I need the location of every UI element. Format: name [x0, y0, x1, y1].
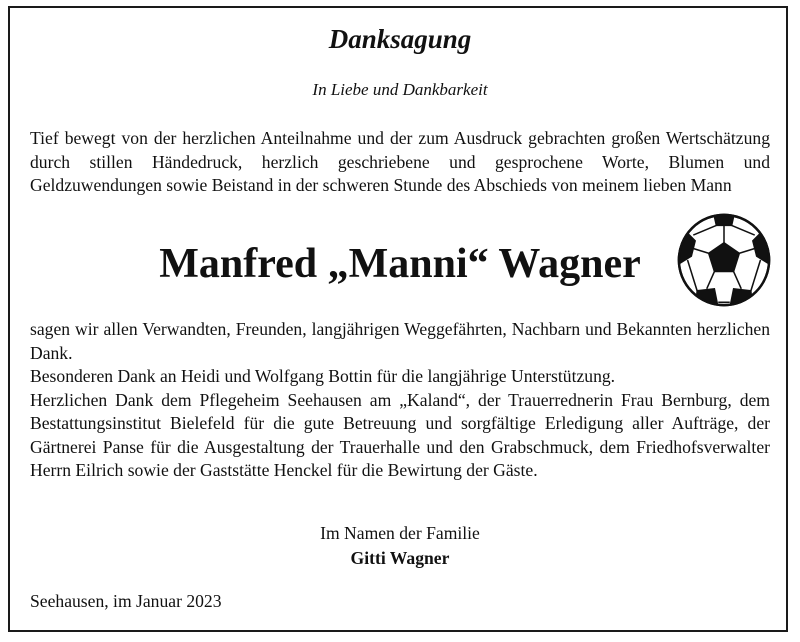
- thanks-paragraph: [30, 318, 770, 483]
- thanks-line: Herzlichen Dank dem Pflegeheim Seehausen am „Kaland“, der Trauerrednerin Frau Bernburg, dem Bestattungsinstitut Bielefeld für die gute Betreuung und sorgfältige Erledigung aller Aufträge, der Gärtnerei Panse für die Ausgestaltung der Trauerhalle und den Grabschmuck, dem Friedhofsverwalter Herrn Eilrich sowie der Gaststätte Henckel für die Bewirtung der Gäste.: [30, 389, 770, 480]
- signature-intro: Im Namen der Familie: [320, 523, 480, 543]
- soccer-ball-icon: [676, 212, 772, 308]
- notice-title: Danksagung: [328, 24, 472, 54]
- thanks-line: sagen wir allen Verwandten, Freunden, langjährigen Weggefährten, Nachbarn und Bekannten herzlichen Dank.: [30, 319, 770, 363]
- notice-subtitle: In Liebe und Dankbarkeit: [312, 80, 488, 99]
- intro-paragraph: Tief bewegt von der herzlichen Anteilnahme und der zum Ausdruck gebrachten großen Wertschätzung durch stillen Händedruck, herzlich geschriebene und gesprochene Worte, Blumen und Geldzuwendungen sowie Beistand in der schweren Stunde des Abschieds von meinem lieben Mann: [30, 128, 770, 195]
- deceased-name: Manfred „Manni“ Wagner: [159, 241, 641, 287]
- place-date: Seehausen, im Januar 2023: [30, 591, 222, 611]
- thanks-line: Besonderen Dank an Heidi und Wolfgang Bottin für die langjährige Unterstützung.: [30, 366, 616, 386]
- signature-name: Gitti Wagner: [350, 548, 450, 568]
